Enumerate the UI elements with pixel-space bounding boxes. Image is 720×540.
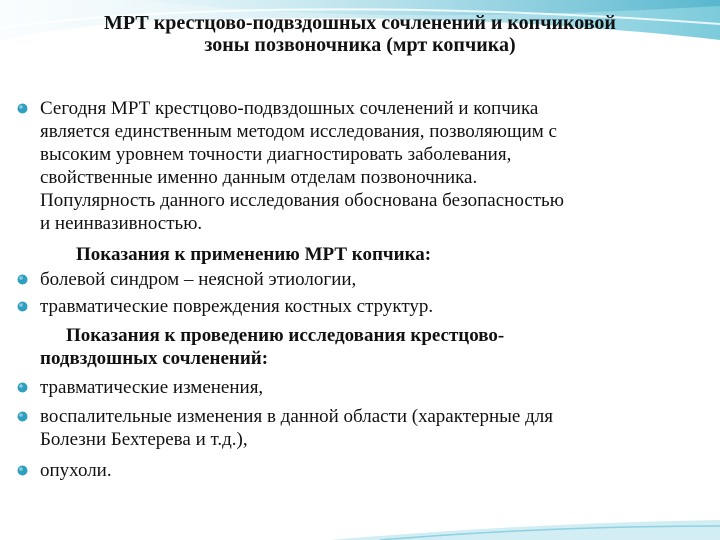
list-item-text: травматические повреждения костных структур. — [40, 296, 434, 317]
list-item-text: опухоли. — [40, 460, 112, 481]
intro-line: Сегодня МРТ крестцово-подвздошных сочленений и копчика — [40, 98, 539, 119]
circle-bullet-icon — [16, 410, 29, 423]
intro-line: является единственным методом исследования, позволяющим с — [40, 121, 557, 142]
heading-line-2: подвздошных сочленений: — [40, 348, 269, 369]
list-item-text: болевой синдром – неясной этиологии, — [40, 269, 357, 290]
intro-line: высоким уровнем точности диагностировать заболевания, — [40, 144, 512, 165]
circle-bullet-icon — [16, 300, 29, 313]
title-line-1: МРТ крестцово-подвздошных сочленений и копчиковой — [104, 12, 616, 34]
title-line-2: зоны позвоночника (мрт копчика) — [204, 34, 516, 56]
list-item — [40, 376, 700, 399]
heading-line-1: Показания к проведению исследования крестцово- — [66, 325, 505, 346]
slide-title — [18, 12, 702, 56]
circle-bullet-icon — [16, 464, 29, 477]
list-item-text: Болезни Бехтерева и т.д.), — [40, 429, 248, 450]
list-item — [40, 405, 700, 451]
list-item — [40, 459, 700, 482]
circle-bullet-icon — [16, 381, 29, 394]
list-item — [40, 268, 700, 291]
list-item — [40, 295, 700, 318]
intro-line: свойственные именно данным отделам позвоночника. — [40, 167, 478, 188]
heading-sacroiliac-indications — [40, 324, 700, 370]
intro-line: Популярность данного исследования обоснована безопасностью — [40, 190, 564, 211]
circle-bullet-icon — [16, 102, 29, 115]
heading-coccyx-indications: Показания к применению МРТ копчика: — [76, 244, 432, 265]
intro-line: и неинвазивностью. — [40, 213, 203, 234]
circle-bullet-icon — [16, 273, 29, 286]
intro-bullet — [40, 97, 700, 235]
list-item-text: воспалительные изменения в данной области (характерные для — [40, 406, 553, 427]
list-item-text: травматические изменения, — [40, 377, 264, 398]
